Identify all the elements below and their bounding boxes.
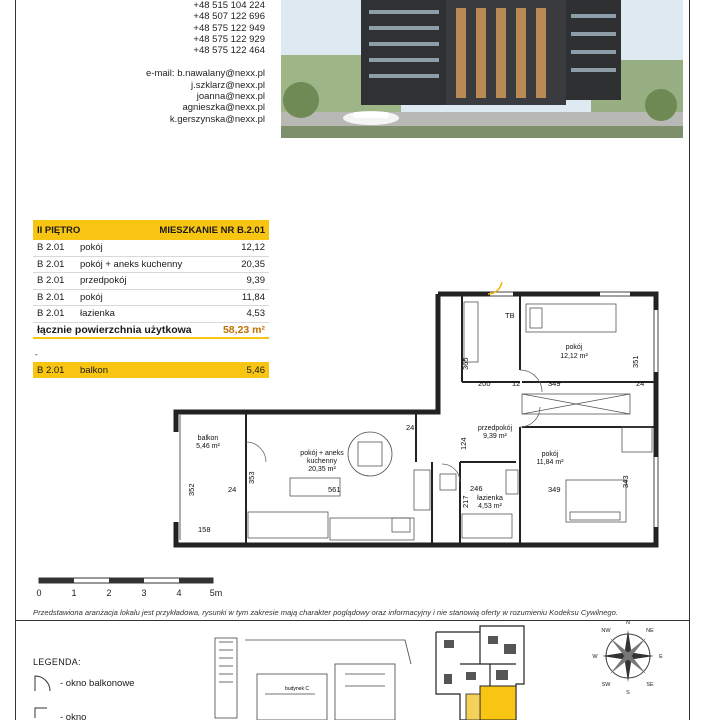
room-label: łazienka: [477, 495, 503, 502]
site-plan: [205, 634, 423, 720]
phone-number[interactable]: +48 507 122 696: [193, 11, 265, 23]
email-link[interactable]: j.szklarz@nexx.pl: [190, 79, 265, 91]
building-illustration: [281, 0, 683, 138]
total-area-label: łącznie powierzchnia użytkowa: [37, 323, 192, 336]
scale-tick: 5m: [209, 588, 223, 598]
room-area: 20,35: [241, 258, 265, 270]
table-row: [33, 240, 269, 257]
window-icon: [33, 706, 55, 720]
phone-number[interactable]: +48 575 122 464: [193, 45, 265, 57]
floor-plan: [170, 282, 664, 552]
room-label: pokój: [541, 451, 559, 458]
floor-key-plan: [430, 624, 538, 720]
room-name: łazienka: [80, 308, 115, 320]
room-label: pokój + aneks: [300, 450, 344, 457]
phone-number[interactable]: +48 515 104 224: [193, 0, 265, 11]
room-area: 11,84: [241, 291, 265, 303]
scale-tick: 1: [71, 588, 77, 598]
room-code: B 2.01: [37, 258, 65, 270]
compass-label: NE: [646, 628, 654, 634]
scale-tick: 3: [141, 588, 147, 598]
room-label: pokój: [565, 344, 583, 351]
room-code: B 2.01: [37, 364, 65, 376]
building-label: budynek C: [285, 686, 309, 692]
dimension-label: 353: [247, 471, 256, 484]
email-link[interactable]: k.gerszynska@nexx.pl: [169, 113, 265, 125]
balcony-window-icon: [33, 674, 55, 692]
compass-label: SE: [646, 682, 654, 688]
table-header: [33, 220, 269, 240]
frame-line-right: [689, 0, 690, 720]
dimension-label: 12: [512, 379, 521, 388]
legend-item: - okno balkonowe: [60, 678, 135, 689]
frame-line-left: [15, 0, 16, 720]
room-area: 5,46: [246, 364, 265, 376]
dimension-label: 349: [548, 379, 561, 388]
compass-label: SW: [601, 682, 611, 688]
email-link[interactable]: joanna@nexx.pl: [196, 91, 265, 103]
room-code: B 2.01: [37, 242, 65, 254]
room-area-label: 20,35 m²: [308, 466, 336, 473]
email-link[interactable]: agnieszka@nexx.pl: [182, 102, 265, 114]
dimension-label: 24: [636, 379, 645, 388]
dimension-label: 351: [631, 355, 640, 368]
dimension-label: 124: [459, 437, 468, 450]
room-name: balkon: [80, 364, 108, 376]
room-area-label: 5,46 m²: [196, 443, 220, 450]
compass-label: NW: [601, 628, 611, 634]
phone-number[interactable]: +48 575 122 929: [193, 33, 265, 45]
apartment-number: MIESZKANIE NR B.2.01: [159, 224, 265, 236]
scale-tick: 2: [106, 588, 112, 598]
room-name: przedpokój: [80, 275, 127, 287]
room-code: B 2.01: [37, 275, 65, 287]
scale-tick: 4: [176, 588, 182, 598]
dimension-label: 561: [328, 485, 341, 494]
dimension-label: 217: [461, 495, 470, 508]
compass-rose-icon: [588, 616, 668, 696]
dimension-label: 343: [621, 475, 630, 488]
spacer: [120, 56, 265, 68]
dimension-label: 365: [461, 357, 470, 370]
compass-label: W: [592, 654, 598, 660]
dimension-label: 246: [470, 484, 483, 493]
legend-item: - okno: [60, 712, 87, 720]
room-name: pokój + aneks kuchenny: [80, 258, 183, 270]
room-area-label: 9,39 m²: [483, 433, 507, 440]
email-link[interactable]: b.nawalany@nexx.pl: [177, 68, 265, 80]
dimension-label: TB: [505, 311, 515, 320]
compass-label: N: [626, 620, 630, 626]
email-line: [120, 68, 265, 79]
building-photo: [281, 0, 683, 138]
dimension-label: 158: [198, 525, 211, 534]
contact-block: [120, 0, 265, 125]
room-code: B 2.01: [37, 291, 65, 303]
dimension-label: 352: [187, 483, 196, 496]
room-area: 9,39: [246, 275, 265, 287]
dimension-label: 349: [548, 485, 561, 494]
room-area: 4,53: [246, 308, 265, 320]
room-code: B 2.01: [37, 308, 65, 320]
scale-bar: [33, 576, 233, 602]
room-label: przedpokój: [477, 425, 513, 432]
compass-label: S: [626, 690, 630, 696]
room-area: 12,12: [241, 242, 265, 254]
floor-label: II PIĘTRO: [37, 224, 81, 236]
scale-ruler: [33, 576, 233, 586]
room-area-label: 12,12 m²: [560, 353, 588, 360]
total-area-value: 58,23 m²: [222, 323, 265, 336]
room-label: balkon: [197, 435, 219, 442]
phone-number[interactable]: +48 575 122 949: [193, 22, 265, 34]
dimension-label: 24: [228, 485, 237, 494]
scale-tick: 0: [36, 588, 42, 598]
email-prefix: e-mail:: [146, 68, 175, 80]
room-label: kuchenny: [307, 458, 337, 465]
disclaimer-text: Przedstawiona aranżacja lokalu jest przykładowa, rysunki w tym zakresie mają charakter poglądowy oraz informacyjny i nie stanowią oferty w rozumieniu Kodeksu Cywilnego.: [33, 608, 618, 617]
legend-title: LEGENDA:: [33, 657, 81, 667]
room-name: pokój: [80, 291, 103, 303]
table-row: [33, 257, 269, 274]
room-area-label: 11,84 m²: [536, 459, 564, 466]
compass-label: E: [659, 654, 663, 660]
dimension-label: 200: [478, 379, 491, 388]
room-area-label: 4,53 m²: [478, 503, 502, 510]
room-name: pokój: [80, 242, 103, 254]
dimension-label: 24: [406, 423, 415, 432]
separator-mark: -: [35, 350, 38, 359]
